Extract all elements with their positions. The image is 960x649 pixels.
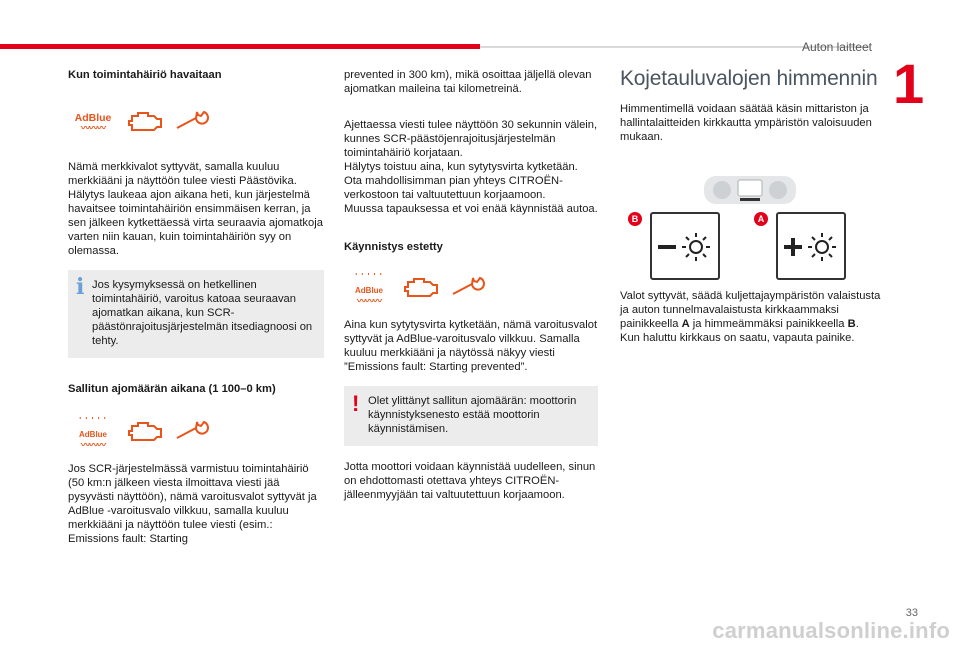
label-a: A [754, 212, 768, 226]
paragraph-start-prevented: Aina kun sytytysvirta kytketään, nämä varoitusvalot syttyvät ja AdBlue-varoitusvalo vilkkuu. Samalla kuuluu merkkiääni ja näytössä näkyy viesti ”Emissions fault: Starting prevented”. [344, 319, 598, 373]
info-box [68, 270, 324, 358]
warning-text: Olet ylittänyt sallitun ajomäärän: moottorin käynnistyksenesto estää moottorin käynnistämisen. [368, 395, 577, 435]
usage-button-a: A [681, 318, 690, 330]
engine-icon [126, 418, 166, 444]
dimmer-instructions [620, 289, 882, 345]
paragraph-repeat-warning: Ajettaessa viesti tulee näyttöön 30 sekunnin välein, kunnes SCR-päästöjenrajoitusjärjestelmän toimintahäiriö korjataan. Hälytys toistuu aina, kun sytytysvirta kytketään. Ota mahdollisimman pian yhteys CITROËN-verkostoon tai valtuutettuun korjaamoon. Muussa tapauksessa et voi enää käynnistää autoa. [344, 119, 598, 215]
usage-text-1: Valot syttyvät, säädä kuljettajaympäristön valaistusta ja auton tunnelmavalaistusta kirkkaammaksi painikkeella [620, 290, 881, 330]
warning-box [344, 386, 598, 446]
adblue-flashing-icon: ' ' ' ' ' AdBlue 〰〰〰 [355, 272, 383, 306]
chapter-number: 1 [893, 52, 925, 115]
usage-text-2: ja himmeämmäksi painikkeella [689, 318, 848, 330]
usage-text-3: . [855, 318, 859, 330]
column-middle [344, 68, 598, 502]
paragraph-dimmer-intro: Himmentimellä voidaan säätää käsin mittariston ja hallintalaitteiden kirkkautta ympäristön valoisuuden mukaan. [620, 103, 872, 143]
paragraph-restart: Jotta moottori voidaan käynnistää uudelleen, sinun on ehdottomasti otettava yhteys CITROËN-jälleenmyyjään tai valtuutettuun korjaamoon. [344, 461, 596, 501]
wrench-icon [174, 420, 210, 442]
minus-brightness-icon [652, 214, 718, 278]
dim-up-button[interactable] [776, 212, 846, 280]
exclamation-icon: ! [352, 391, 360, 416]
dashboard-illustration [700, 170, 800, 210]
label-b: B [628, 212, 642, 226]
warning-icons-row-2 [68, 416, 324, 450]
section-name: Auton laitteet [801, 40, 872, 54]
wrench-icon [450, 276, 486, 298]
watermark: carmanualsonline.info [712, 618, 950, 643]
heading-start-prevented: Käynnistys estetty [344, 241, 443, 253]
adblue-flashing-icon: ' ' ' ' ' AdBlue 〰〰〰 [79, 416, 107, 450]
engine-icon [402, 274, 442, 300]
warning-icons-row-1 [68, 106, 324, 136]
paragraph-release: Kun haluttu kirkkaus on saatu, vapauta painike. [620, 332, 855, 344]
info-icon: i [76, 274, 85, 300]
dim-down-button[interactable] [650, 212, 720, 280]
heading-fault-detected: Kun toimintahäiriö havaitaan [68, 69, 222, 81]
column-left [68, 68, 324, 546]
page-number: 33 [905, 607, 918, 619]
adblue-icon-label: AdBlue [79, 430, 107, 439]
usage-button-b: B [847, 318, 856, 330]
heading-allowed-distance: Sallitun ajomäärän aikana (1 100–0 km) [68, 383, 276, 395]
paragraph-scr-fault: Jos SCR-järjestelmässä varmistuu toimintahäiriö (50 km:n jälkeen viesta ilmoittava viesti jää pysyvästi näyttöön), nämä varoitusvalot syttyvät ja AdBlue -varoitusvalo vilkkuu, samalla kuuluu merkkiääni ja näyttöön tulee viesti (esim.: Emissions fault: Starting [68, 463, 317, 545]
adblue-icon-label: AdBlue [74, 112, 112, 124]
header-red-bar [0, 44, 480, 49]
adblue-icon: AdBlue 〰〰〰 [74, 112, 112, 133]
adblue-icon-label: AdBlue [355, 286, 383, 295]
warning-icons-row-3 [344, 272, 598, 306]
paragraph-dimmer-usage [620, 289, 882, 331]
column-right [620, 66, 880, 144]
paragraph-fault-alert: Nämä merkkivalot syttyvät, samalla kuuluu merkkiääni ja näyttöön tulee viesti Päästövika. Hälytys laukeaa ajon aikana heti, kun järjestelmä havaitsee toimintahäiriön ensimmäisen kerran, ja sen jälkeen kytkettäessä virta seuraavia ajomatkoja varten niin kauan, kuin toimintahäiriön syy on olemassa. [68, 161, 323, 257]
paragraph-continued: prevented in 300 km), mikä osoittaa jäljellä olevan ajomatkan maileina tai kilometreinä. [344, 69, 592, 95]
engine-icon [126, 108, 166, 134]
plus-brightness-icon [778, 214, 844, 278]
section-title: Kojetauluvalojen himmennin [620, 67, 878, 90]
wrench-icon [174, 110, 210, 132]
info-text: Jos kysymyksessä on hetkellinen toimintahäiriö, varoitus katoaa seuraavan ajomatkan aikana, kun SCR-päästönrajoitusjärjestelmän itsediagnoosi on tehty. [92, 279, 313, 347]
